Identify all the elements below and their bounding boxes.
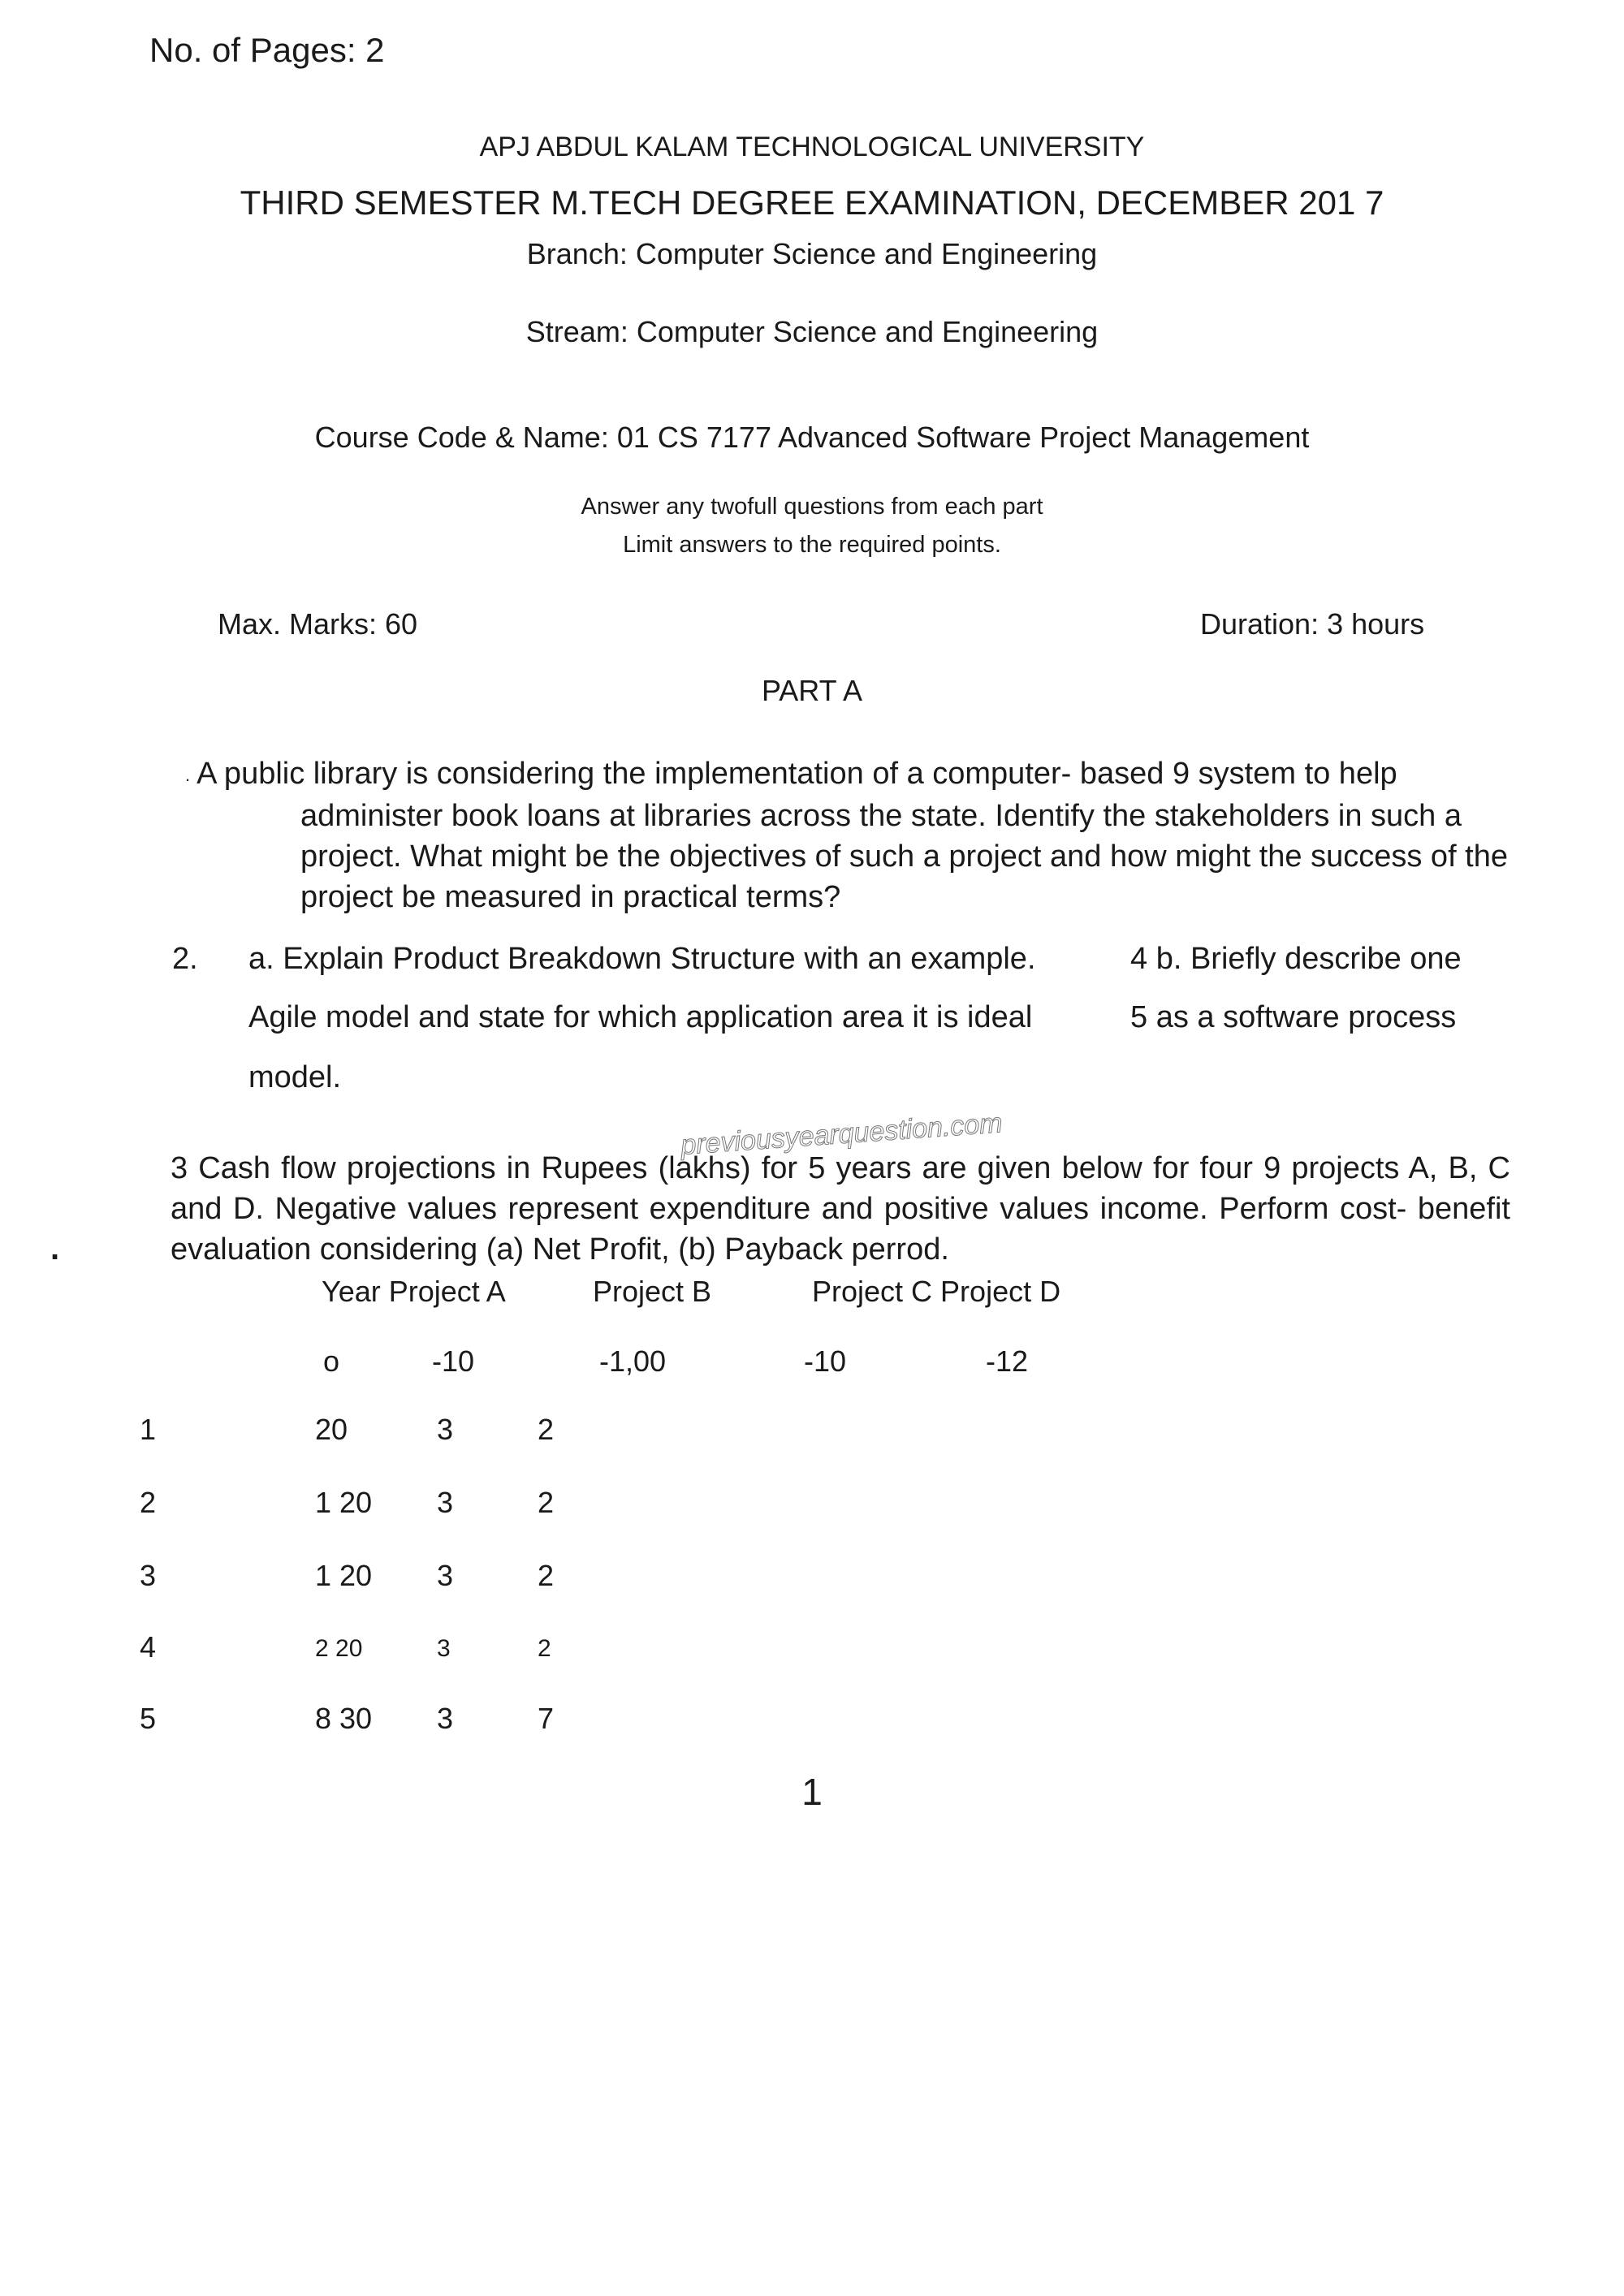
question-1-first-line: A public library is considering the implementation of a computer- based 9 system to help bbox=[197, 757, 1397, 791]
page-count: No. of Pages: 2 bbox=[149, 31, 385, 69]
exam-title: THIRD SEMESTER M.TECH DEGREE EXAMINATION, DECEMBER 201 7 bbox=[240, 183, 1384, 222]
question-1 bbox=[185, 753, 1510, 917]
table-cell: 2 bbox=[538, 1486, 555, 1519]
question-3-text: 3 Cash flow projections in Rupees (lakhs) for 5 years are given below for four 9 projects A, B, C and D. Negative values represent expenditure and positive values income. Perform cost- benefit evaluation considering (a) Net Profit, (b) Payback perrod. bbox=[171, 1151, 1510, 1267]
duration: Duration: 3 hours bbox=[1200, 607, 1425, 641]
table-header-project-c-d: Project C Project D bbox=[812, 1275, 1061, 1308]
question-2-number: 2. bbox=[172, 942, 198, 976]
table-header-project-b: Project B bbox=[593, 1275, 712, 1308]
question-2-line-1-right: 4 b. Briefly describe one bbox=[1130, 942, 1462, 976]
table-row-year: 1 bbox=[140, 1413, 157, 1446]
table-cell: 8 30 bbox=[315, 1702, 373, 1735]
table-cell: 3 bbox=[437, 1702, 454, 1735]
instruction-line-1: Answer any twofull questions from each part bbox=[581, 494, 1043, 520]
max-marks: Max. Marks: 60 bbox=[218, 607, 418, 641]
table-cell: 1 20 bbox=[315, 1559, 373, 1592]
table-cell: o bbox=[323, 1344, 340, 1378]
watermark: previousyearquestion.com bbox=[680, 1107, 1004, 1161]
question-2-line-3: model. bbox=[248, 1060, 342, 1094]
table-row-year: 4 bbox=[140, 1630, 157, 1664]
table-cell: -1,00 bbox=[599, 1344, 667, 1378]
question-3 bbox=[171, 1148, 1510, 1270]
page-number: 1 bbox=[801, 1771, 823, 1813]
table-row-year: 3 bbox=[140, 1559, 157, 1592]
stray-mark: . bbox=[50, 1231, 60, 1267]
part-heading: PART A bbox=[761, 674, 863, 707]
question-1-lead-mark: . bbox=[185, 764, 191, 785]
table-cell: 3 bbox=[437, 1486, 454, 1519]
table-cell: 7 bbox=[538, 1702, 555, 1735]
table-cell: 2 bbox=[538, 1635, 551, 1662]
table-cell: 3 bbox=[437, 1559, 454, 1592]
table-cell: -12 bbox=[986, 1344, 1029, 1378]
question-1-continuation: administer book loans at libraries across the state. Identify the stakeholders in such a project. What might be the objectives of such a project and how might the success of the project be measured in practical terms? bbox=[300, 798, 1509, 914]
question-2-line-1-left: a. Explain Product Breakdown Structure with an example. bbox=[248, 942, 1036, 976]
table-cell: -10 bbox=[804, 1344, 847, 1378]
table-cell: 3 bbox=[437, 1413, 454, 1446]
university-name: APJ ABDUL KALAM TECHNOLOGICAL UNIVERSITY bbox=[479, 132, 1145, 162]
table-row-year: 5 bbox=[140, 1702, 157, 1735]
question-2-line-2-left: Agile model and state for which application area it is ideal bbox=[248, 1000, 1033, 1034]
table-row-year: 2 bbox=[140, 1486, 157, 1519]
table-cell: -10 bbox=[432, 1344, 475, 1378]
stream-line: Stream: Computer Science and Engineering bbox=[525, 315, 1099, 348]
table-header-year-project-a: Year Project A bbox=[322, 1275, 506, 1308]
table-cell: 3 bbox=[437, 1635, 451, 1662]
table-cell: 2 bbox=[538, 1559, 555, 1592]
course-line: Course Code & Name: 01 CS 7177 Advanced Software Project Management bbox=[314, 421, 1310, 454]
instruction-line-2: Limit answers to the required points. bbox=[623, 532, 1001, 558]
branch-line: Branch: Computer Science and Engineering bbox=[526, 237, 1098, 270]
table-cell: 1 20 bbox=[315, 1486, 373, 1519]
table-cell: 2 20 bbox=[315, 1635, 363, 1662]
table-cell: 20 bbox=[315, 1413, 348, 1446]
question-2-line-2-right: 5 as a software process bbox=[1130, 1000, 1457, 1034]
table-cell: 2 bbox=[538, 1413, 555, 1446]
